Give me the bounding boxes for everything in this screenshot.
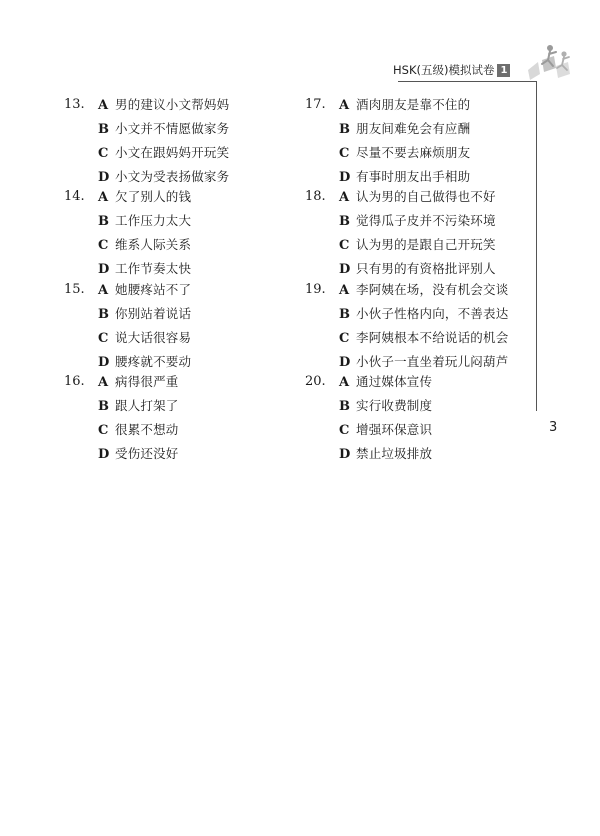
option-letter: C <box>98 146 109 161</box>
option-text: 很累不想动 <box>115 422 179 437</box>
option-c <box>339 141 470 165</box>
option-letter: D <box>98 355 110 370</box>
option-text: 受伤还没好 <box>115 446 179 461</box>
option-d <box>339 442 432 466</box>
option-letter: D <box>98 447 110 462</box>
option-letter: A <box>339 375 350 390</box>
side-rule <box>536 81 537 411</box>
running-figures-icon <box>520 40 580 90</box>
option-text: 小文并不情愿做家务 <box>115 121 230 136</box>
option-letter: C <box>98 331 109 346</box>
question-number: 16. <box>64 374 85 389</box>
page-number: 3 <box>549 420 558 435</box>
option-a <box>98 278 191 302</box>
header-title: HSK(五级)模拟试卷 <box>393 63 495 77</box>
option-letter: C <box>98 238 109 253</box>
option-text: 觉得瓜子皮并不污染环境 <box>356 213 496 228</box>
option-letter: A <box>339 98 350 113</box>
option-text: 增强环保意识 <box>356 422 433 437</box>
option-letter: A <box>98 375 109 390</box>
question-number: 19. <box>305 282 326 297</box>
option-text: 认为男的自己做得也不好 <box>356 189 496 204</box>
option-text: 小文为受表扬做家务 <box>115 169 230 184</box>
option-letter: C <box>339 331 350 346</box>
option-a <box>339 93 470 117</box>
option-d <box>98 442 179 466</box>
option-c <box>98 233 191 257</box>
option-c <box>339 233 496 257</box>
question-number: 15. <box>64 282 85 297</box>
option-b <box>98 117 229 141</box>
option-text: 小伙子一直坐着玩儿闷葫芦 <box>356 354 509 369</box>
option-letter: B <box>339 399 350 414</box>
question-number: 20. <box>305 374 326 389</box>
test-number-badge: 1 <box>497 64 510 77</box>
option-text: 她腰疼站不了 <box>115 282 192 297</box>
option-letter: A <box>98 283 109 298</box>
option-text: 朋友间难免会有应酬 <box>356 121 471 136</box>
option-letter: C <box>339 238 350 253</box>
option-a <box>98 93 229 117</box>
option-letter: C <box>339 423 350 438</box>
option-letter: D <box>98 170 110 185</box>
option-text: 你别站着说话 <box>115 306 192 321</box>
option-b <box>98 209 191 233</box>
option-text: 通过媒体宣传 <box>356 374 433 389</box>
option-letter: A <box>339 190 350 205</box>
header-rule <box>398 81 536 82</box>
option-text: 小伙子性格内向，不善表达 <box>356 306 509 321</box>
option-letter: C <box>339 146 350 161</box>
option-text: 李阿姨在场，没有机会交谈 <box>356 282 509 297</box>
option-c <box>98 418 179 442</box>
question-number: 18. <box>305 189 326 204</box>
option-c <box>98 141 229 165</box>
option-letter: B <box>339 214 350 229</box>
option-b <box>339 117 470 141</box>
option-text: 认为男的是跟自己开玩笑 <box>356 237 496 252</box>
option-text: 禁止垃圾排放 <box>356 446 433 461</box>
option-a <box>339 278 508 302</box>
option-text: 欠了别人的钱 <box>115 189 192 204</box>
option-text: 李阿姨根本不给说话的机会 <box>356 330 509 345</box>
option-text: 工作压力太大 <box>115 213 192 228</box>
option-b <box>339 394 432 418</box>
option-b <box>98 394 179 418</box>
option-letter: C <box>98 423 109 438</box>
option-letter: D <box>339 170 351 185</box>
option-letter: A <box>339 283 350 298</box>
option-text: 小文在跟妈妈开玩笑 <box>115 145 230 160</box>
option-b <box>339 209 496 233</box>
option-a <box>98 370 179 394</box>
option-text: 病得很严重 <box>115 374 179 389</box>
option-text: 有事时朋友出手相助 <box>356 169 471 184</box>
option-letter: B <box>98 307 109 322</box>
option-text: 尽量不要去麻烦朋友 <box>356 145 471 160</box>
question-number: 14. <box>64 189 85 204</box>
option-text: 工作节奏太快 <box>115 261 192 276</box>
option-text: 维系人际关系 <box>115 237 192 252</box>
option-c <box>339 418 432 442</box>
option-text: 腰疼就不要动 <box>115 354 192 369</box>
question-number: 13. <box>64 97 85 112</box>
option-a <box>339 370 432 394</box>
option-letter: A <box>98 98 109 113</box>
option-text: 男的建议小文帮妈妈 <box>115 97 230 112</box>
option-letter: B <box>339 122 350 137</box>
option-letter: D <box>98 262 110 277</box>
option-c <box>339 326 508 350</box>
option-letter: D <box>339 355 351 370</box>
option-text: 说大话很容易 <box>115 330 192 345</box>
option-letter: B <box>98 399 109 414</box>
option-letter: D <box>339 447 351 462</box>
question-number: 17. <box>305 97 326 112</box>
option-letter: B <box>339 307 350 322</box>
page-header <box>393 62 510 78</box>
option-text: 只有男的有资格批评别人 <box>356 261 496 276</box>
option-letter: D <box>339 262 351 277</box>
option-letter: B <box>98 214 109 229</box>
option-text: 跟人打架了 <box>115 398 179 413</box>
option-text: 酒肉朋友是靠不住的 <box>356 97 471 112</box>
option-a <box>98 185 191 209</box>
option-c <box>98 326 191 350</box>
option-b <box>98 302 191 326</box>
option-text: 实行收费制度 <box>356 398 433 413</box>
option-letter: B <box>98 122 109 137</box>
option-b <box>339 302 508 326</box>
option-letter: A <box>98 190 109 205</box>
option-a <box>339 185 496 209</box>
